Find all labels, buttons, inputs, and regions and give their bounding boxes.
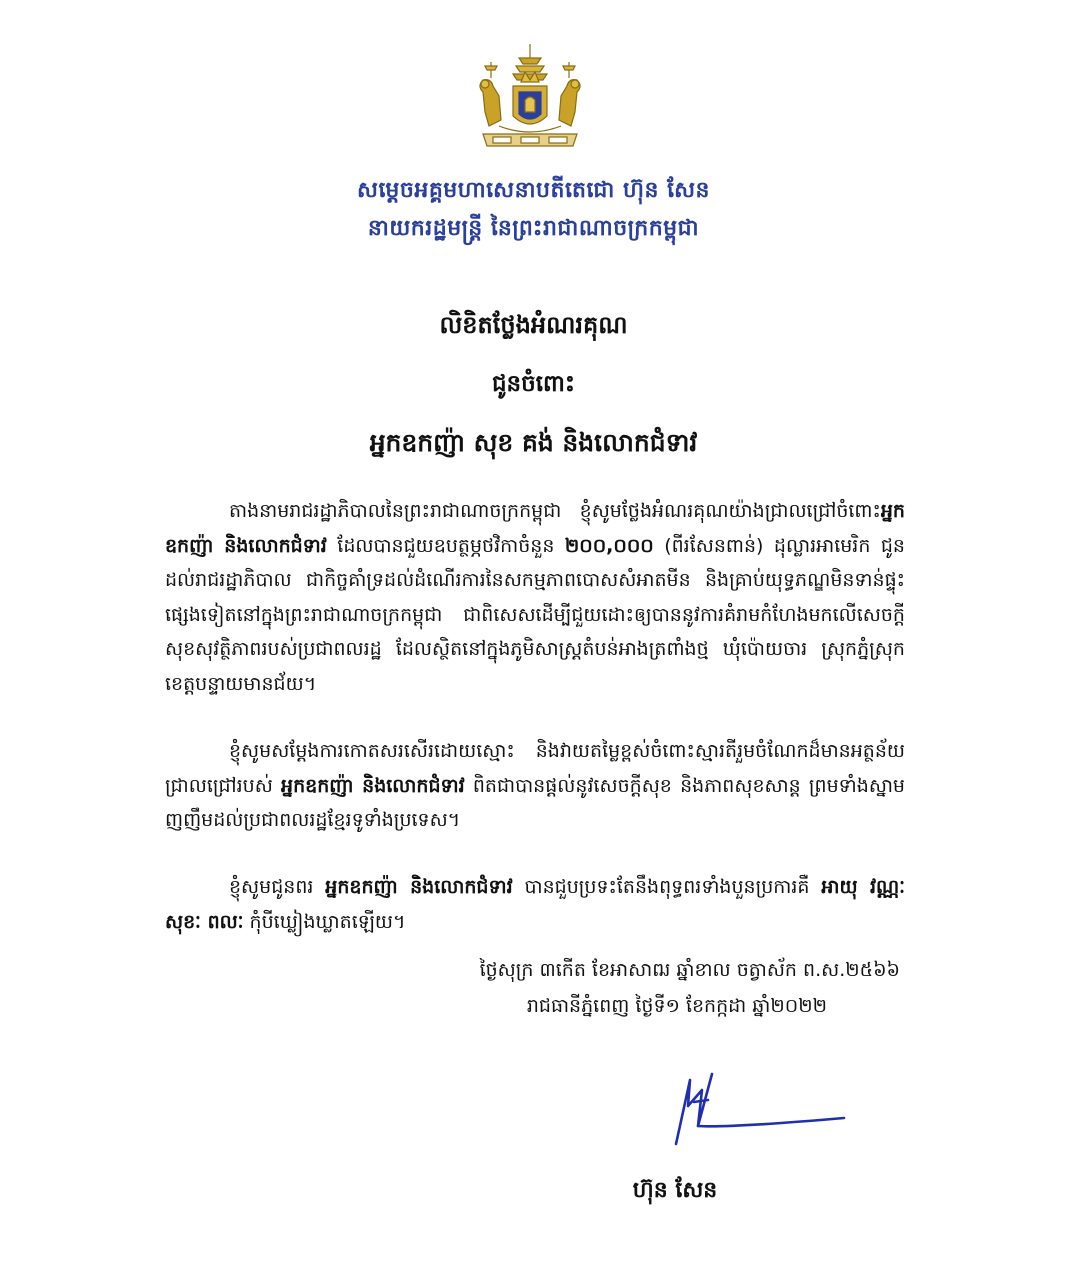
royal-coat-of-arms-emblem xyxy=(469,42,591,160)
paragraph-text: (ពីរសែនពាន់) ដុល្លារអាមេរិក ជូនដល់រាជរដ្ឋាភិបាល ជាកិច្ចគាំទ្រដល់ដំណើរការនៃសកម្មភាពបោសសំអាតមីន និងគ្រាប់យុទ្ធភណ្ឌមិនទាន់ផ្ទុះផ្សេងទៀតនៅក្នុងព្រះរាជាណាចក្រកម្ពុជា ជាពិសេសដើម្បីជួយដោះឲ្យបាននូវការគំរាមកំហែងមកលើសេចក្តីសុខសុវត្ថិភាពរបស់ប្រជាពលរដ្ឋ ដែលស្ថិតនៅក្នុងភូមិសាស្ត្រតំបន់អាងត្រពាំងថ្ម ឃុំប៉ោយចារ ស្រុកភ្នំស្រុក ខេត្តបន្ទាយមានជ័យ។ xyxy=(165,534,905,695)
letter-title: លិខិតថ្លែងអំណរគុណ xyxy=(439,311,628,339)
place-and-solar-date: រាជធានីភ្នំពេញ ថ្ងៃទី១ ខែកក្កដា ឆ្នាំ២០២២ xyxy=(526,995,827,1017)
recipient-mention: អ្នកឧកញ៉ា និងលោកជំទាវ xyxy=(325,876,513,898)
body-paragraph-3 xyxy=(165,870,905,939)
paragraph-text: ខ្ញុំសូមជូនពរ xyxy=(229,876,326,898)
handwritten-signature xyxy=(668,1066,848,1156)
paragraph-text: បានជួបប្រទះតែនឹងពុទ្ធពរទាំងបួនប្រការគឺ xyxy=(512,876,822,898)
paragraph-text: ពិតជាបានផ្តល់នូវសេចក្តីសុខ និងភាពសុខសាន្ត ព្រមទាំងស្នាមញញឹមដល់ប្រជាពលរដ្ឋខ្មែរទូទាំងប្រទេស។ xyxy=(165,774,905,831)
paragraph-text: កុំបីឃ្លៀងឃ្លាតឡើយ។ xyxy=(243,910,406,933)
recipient-name: អ្នកឧកញ៉ា សុខ គង់ និងលោកជំទាវ xyxy=(369,428,698,457)
paragraph-text: តាងនាមរាជរដ្ឋាភិបាលនៃព្រះរាជាណាចក្រកម្ពុជា ខ្ញុំសូមថ្លែងអំណរគុណយ៉ាងជ្រាលជ្រៅចំពោះ xyxy=(229,500,881,522)
addressed-to-label: ជូនចំពោះ xyxy=(491,371,576,397)
lunar-date: ថ្ងៃសុក្រ ៣កើត ខែអាសាឍ ឆ្នាំខាល ចត្វាស័ក ព.ស.២៥៦៦ xyxy=(479,959,900,981)
signatory-name: ហ៊ុន សែន xyxy=(632,1178,718,1203)
body-paragraph-1 xyxy=(165,494,905,701)
sender-title: សម្តេចអគ្គមហាសេនាបតីតេជោ ហ៊ុន សែន xyxy=(357,178,710,203)
body-paragraph-2 xyxy=(165,734,905,838)
paragraph-text: ដែលបានជួយឧបត្ថម្ភថវិកាចំនួន xyxy=(326,534,565,557)
donation-amount: ២០០,០០០ xyxy=(564,534,654,557)
recipient-mention: អ្នកឧកញ៉ា និងលោកជំទាវ xyxy=(281,774,465,797)
sender-position: នាយករដ្ឋមន្ត្រី នៃព្រះរាជាណាចក្រកម្ពុជា xyxy=(367,216,700,241)
blessings-text: អាយុ វណ្ណៈ សុខៈ ពលៈ xyxy=(165,876,905,933)
recipient-mention: អ្នកឧកញ៉ា និងលោកជំទាវ xyxy=(165,500,905,557)
paragraph-text: ខ្ញុំសូមសម្តែងការកោតសរសើរដោយស្មោះ និងវាយតម្លៃខ្ពស់ចំពោះស្មារតីរួមចំណែកដ៏មានអត្ថន័យជ្រាលជ្រៅរបស់ xyxy=(165,740,905,797)
